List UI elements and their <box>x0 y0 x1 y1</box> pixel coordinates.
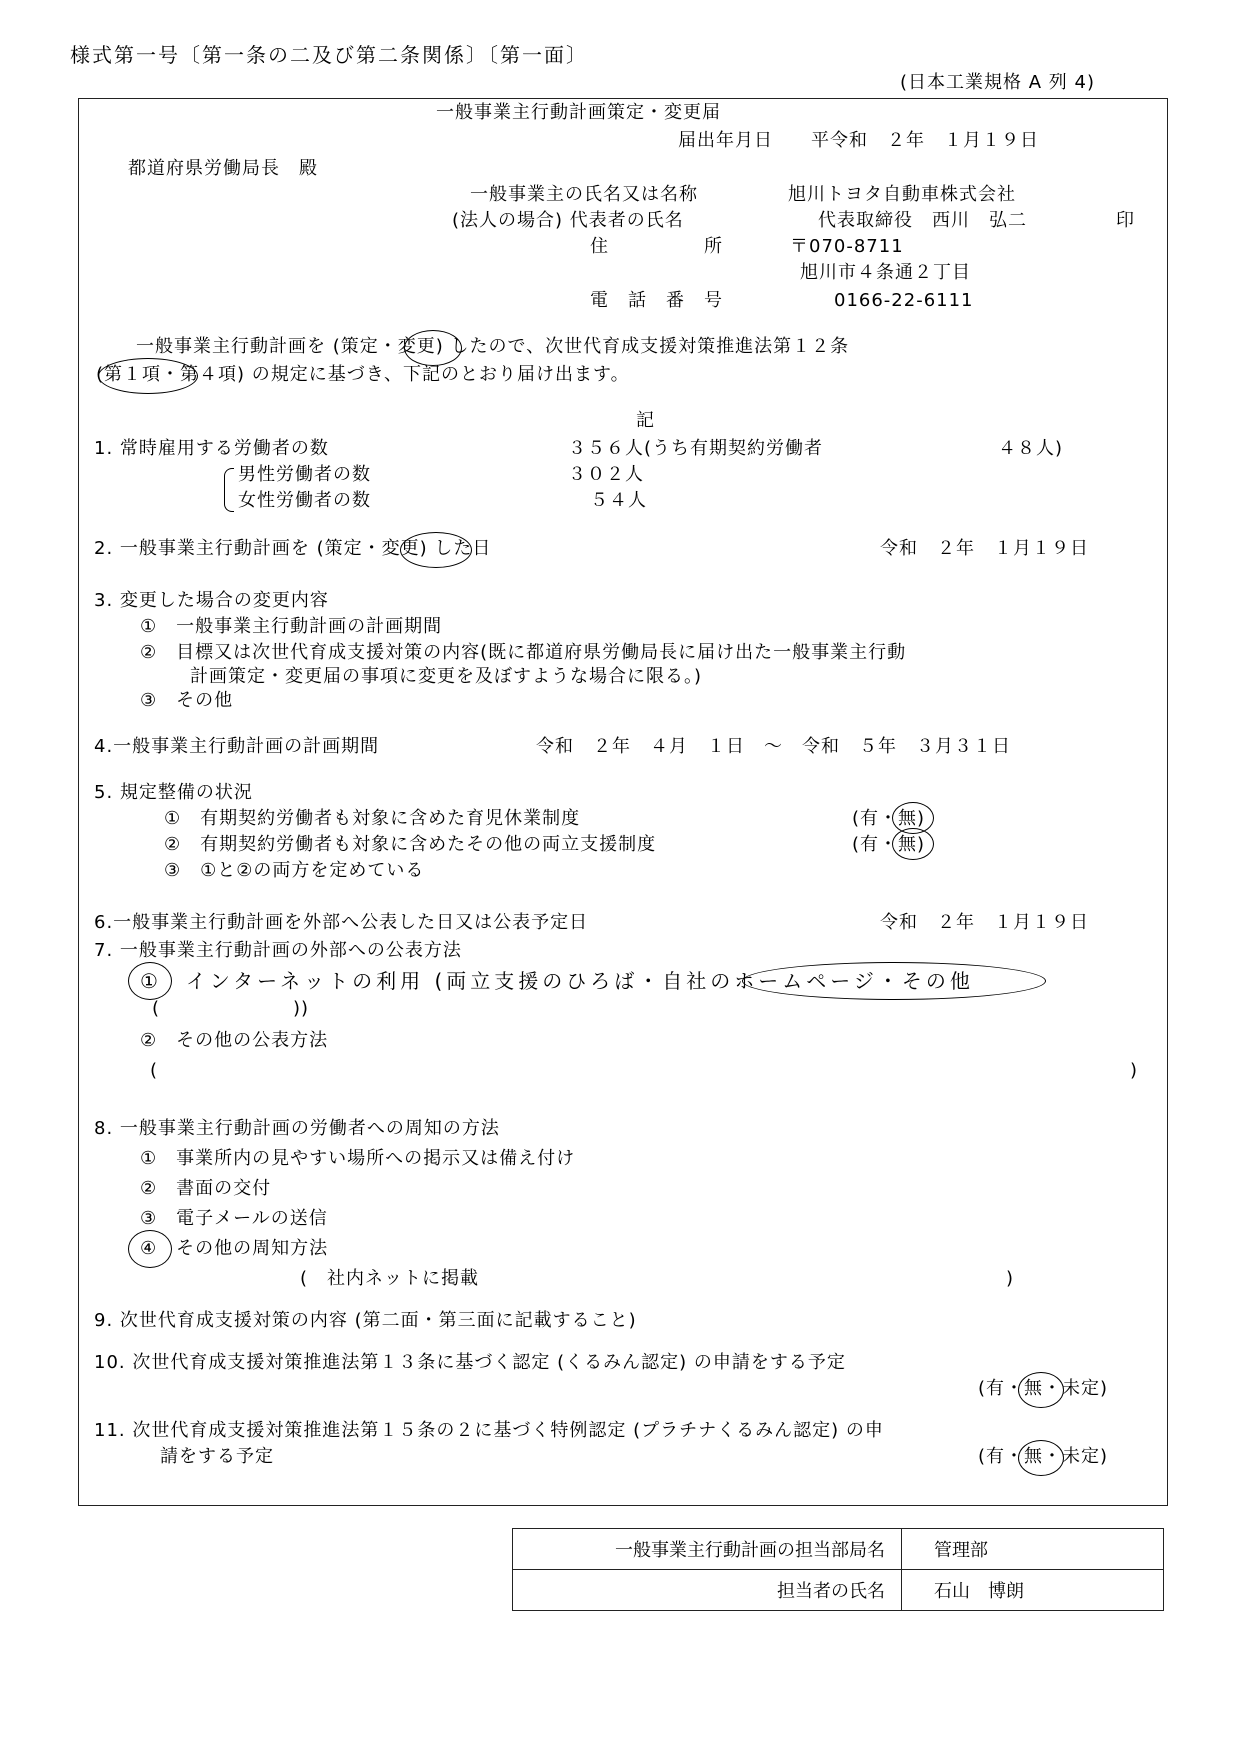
dept-label: 一般事業主行動計画の担当部局名 <box>513 1529 902 1570</box>
person-label: 担当者の氏名 <box>513 1570 902 1611</box>
form-title: 一般事業主行動計画策定・変更届 <box>436 102 721 123</box>
item3-option-3: ③ その他 <box>140 690 234 711</box>
item2-label: 2. 一般事業主行動計画を (策定・変更) した日 <box>94 538 492 559</box>
form-number: 様式第一号〔第一条の二及び第二条関係〕〔第一面〕 <box>70 43 588 67</box>
item5-option-1-choice[interactable]: (有・無) <box>852 808 926 829</box>
item2-date[interactable]: 令和 ２年 １月１９日 <box>880 538 1089 559</box>
brace-mark <box>224 468 234 512</box>
circle-item5-nashi-2-mark <box>892 828 934 860</box>
item1-male-count[interactable]: ３０２人 <box>568 464 644 485</box>
item5-option-2: ② 有期契約労働者も対象に含めたその他の両立支援制度 <box>164 834 657 855</box>
item7-label: 7. 一般事業主行動計画の外部への公表方法 <box>94 940 462 961</box>
item5-label: 5. 規定整備の状況 <box>94 782 253 803</box>
postal-code[interactable]: 〒070-8711 <box>790 236 904 257</box>
item10-label: 10. 次世代育成支援対策推進法第１３条に基づく認定 (くるみん認定) の申請をする予定 <box>94 1352 846 1373</box>
addressee: 都道府県労働局長 殿 <box>128 158 318 179</box>
item7-paren-open: ( <box>150 1060 159 1081</box>
item11-label-cont: 請をする予定 <box>160 1446 274 1467</box>
phone-number[interactable]: 0166-22-6111 <box>834 290 974 311</box>
item6-label: 6.一般事業主行動計画を外部へ公表した日又は公表予定日 <box>94 912 589 933</box>
representative-label: (法人の場合) 代表者の氏名 <box>452 210 684 231</box>
circle-item2-sakutei-mark <box>400 532 472 568</box>
intro-line-2: (第１項・第４項) の規定に基づき、下記のとおり届け出ます。 <box>96 364 630 385</box>
item3-option-2-cont: 計画策定・変更届の事項に変更を及ぼすような場合に限る。) <box>190 666 703 687</box>
item3-option-1: ① 一般事業主行動計画の計画期間 <box>140 616 443 637</box>
item3-option-2: ② 目標又は次世代育成支援対策の内容(既に都道府県労働局長に届け出た一般事業主行動 <box>140 642 907 663</box>
item7-paren-close: ) <box>1130 1060 1139 1081</box>
address[interactable]: 旭川市４条通２丁目 <box>800 262 971 283</box>
item5-option-1: ① 有期契約労働者も対象に含めた育児休業制度 <box>164 808 581 829</box>
item9-label: 9. 次世代育成支援対策の内容 (第二面・第三面に記載すること) <box>94 1310 637 1331</box>
applicant-name[interactable]: 旭川トヨタ自動車株式会社 <box>788 184 1016 205</box>
item1-fixed-term[interactable]: ４８人) <box>998 438 1064 459</box>
seal-mark: 印 <box>1116 210 1135 231</box>
dept-value[interactable]: 管理部 <box>902 1529 1164 1570</box>
representative-name[interactable]: 代表取締役 西川 弘二 <box>818 210 1027 231</box>
item8-option-4: ④ その他の周知方法 <box>140 1238 329 1259</box>
contact-person-row <box>513 1570 1164 1611</box>
circle-homepage-mark <box>742 962 1046 1000</box>
circle-item8-4-mark <box>128 1230 172 1268</box>
contact-dept-row <box>513 1529 1164 1570</box>
item1-female-label: 女性労働者の数 <box>238 490 371 511</box>
item11-label: 11. 次世代育成支援対策推進法第１５条の２に基づく特例認定 (プラチナくるみん認定) の申 <box>94 1420 884 1441</box>
item10-choice[interactable]: (有・無・未定) <box>978 1378 1109 1399</box>
item1-male-label: 男性労働者の数 <box>238 464 371 485</box>
circle-item10-nashi-mark <box>1018 1372 1064 1408</box>
item1-total[interactable]: ３５６人(うち有期契約労働者 <box>568 438 824 459</box>
item7-option-2: ② その他の公表方法 <box>140 1030 329 1051</box>
item8-option-2: ② 書面の交付 <box>140 1178 272 1199</box>
address-label: 住 所 <box>590 236 723 257</box>
item8-option-4-close: ) <box>1006 1268 1015 1289</box>
phone-label: 電 話 番 号 <box>590 290 723 311</box>
applicant-name-label: 一般事業主の氏名又は名称 <box>470 184 698 205</box>
item3-label: 3. 変更した場合の変更内容 <box>94 590 329 611</box>
circle-item11-nashi-mark <box>1018 1440 1064 1476</box>
item5-option-2-choice[interactable]: (有・無) <box>852 834 926 855</box>
item7-option-1-cont[interactable]: ( )) <box>152 998 310 1019</box>
intro-line-1: 一般事業主行動計画を (策定・変更) したので、次世代育成支援対策推進法第１２条 <box>136 336 850 357</box>
circle-item7-1-mark <box>128 962 172 1000</box>
item11-choice[interactable]: (有・無・未定) <box>978 1446 1109 1467</box>
paper-size-note: (日本工業規格 A 列 4) <box>900 72 1095 93</box>
person-value[interactable]: 石山 博朗 <box>902 1570 1164 1611</box>
filing-date[interactable]: 届出年月日 平令和 ２年 １月１９日 <box>678 130 1039 151</box>
item4-label: 4.一般事業主行動計画の計画期間 <box>94 736 380 757</box>
item6-date[interactable]: 令和 ２年 １月１９日 <box>880 912 1089 933</box>
item8-label: 8. 一般事業主行動計画の労働者への周知の方法 <box>94 1118 500 1139</box>
ki-heading: 記 <box>636 410 655 431</box>
item1-label: 1. 常時雇用する労働者の数 <box>94 438 329 459</box>
circle-sakutei-mark <box>404 330 462 366</box>
item5-option-3: ③ ①と②の両方を定めている <box>164 860 425 881</box>
item1-female-count[interactable]: ５４人 <box>590 490 647 511</box>
item7-option-1: ① インターネットの利用 (両立支援のひろば・自社のホームページ・その他 <box>140 969 974 993</box>
circle-dai1kou-mark <box>98 358 198 394</box>
item8-option-4-detail[interactable]: ( 社内ネットに掲載 <box>300 1268 480 1289</box>
contact-table <box>512 1528 1164 1611</box>
item4-period[interactable]: 令和 ２年 ４月 １日 ～ 令和 ５年 ３月３１日 <box>536 736 1011 757</box>
item8-option-1: ① 事業所内の見やすい場所への掲示又は備え付け <box>140 1148 576 1169</box>
item8-option-3: ③ 電子メールの送信 <box>140 1208 328 1229</box>
